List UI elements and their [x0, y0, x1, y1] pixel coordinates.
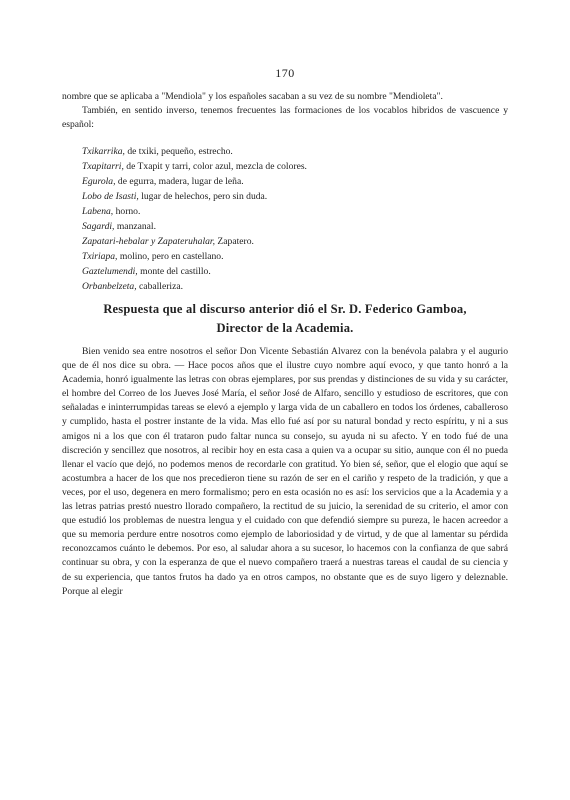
word-gloss: manzanal. [116, 221, 156, 232]
word-list-item [82, 219, 502, 234]
word-term: Lobo de Isasti, [82, 191, 139, 202]
word-term: Txiriapa, [82, 251, 118, 262]
word-list-item [82, 174, 502, 189]
section-heading-line: Respuesta que al discurso anterior dió el Sr. D. Federico Gamboa, [103, 302, 467, 316]
word-gloss: molino, pero en castellano. [119, 251, 224, 262]
intro-paragraph: También, en sentido inverso, tenemos frecuentes las formaciones de los vocablos hibridos de vascuence y español: [62, 105, 508, 130]
section-heading-line: Director de la Academia. [216, 321, 354, 335]
word-term: Labena, [82, 206, 114, 217]
word-term: Sagardi, [82, 221, 115, 232]
body-paragraph: Bien venido sea entre nosotros el señor Don Vicente Sebastián Alvarez con la benévola palabra y el augurio que de él nos dice su obra. — Hace pocos años que el ilustre cuyo nombre aquí evoco, y que tanto honró a la Academia, honró igualmente las letras con obras ejemplares, por sus prendas y distinciones de su vida y su carácter, el hombre del Correo de los Jueves José María, el señor José de Alfaro, sencillo y estudioso de escritores, que con señaladas e ininterrumpidas tareas se elevó a ejemplo y larga vida de un caballero en todos los órdenes, caballeroso y cumplido, hasta el postrer instante de la vida. Mas ello fué así por su natural bondad y recto espíritu, y ni a sus amigos ni a los que con él trataron pudo faltar nunca su consejo, su ayuda ni su afecto. Y en todo fué de una discreción y sencillez que nosotros, al recibir hoy en esta casa a quien va a ocupar su sitio, aunque con él no pueda llenar el vacío que dejó, no podemos menos de recordarle con gratitud. Yo bien sé, señor, que el elogio que aquí se acostumbra a hacer de los que nos precedieron tiene su razón de ser en el cariño y respeto de la tradición, y que a veces, por el uso, degenera en mero formalismo; pero en esta ocasión no es así: los servicios que a la Academia y a las letras patrias prestó nuestro llorado compañero, la rectitud de su juicio, la serenidad de su criterio, el amor con que estudió los problemas de nuestra lengua y el cuidado con que defendió siempre su pureza, le hacen acreedor a que su memoria perdure entre nosotros como ejemplo de laboriosidad y de virtud, y de que al lamentar su pérdida reconozcamos cuánto le debemos. Por eso, al saludar ahora a su sucesor, lo hacemos con la confianza de que sabrá continuar su obra, y con la esperanza de que el nuevo compañero traerá a nuestras tareas el caudal de su ciencia y de su experiencia, que tantos frutos ha dado ya en otros campos, no obstante que es de suyo ligero y deleznable. Porque al elegir [62, 346, 508, 597]
section-heading [62, 300, 508, 338]
word-list [82, 144, 502, 294]
word-list-item [82, 144, 502, 159]
word-gloss: horno. [115, 206, 141, 217]
word-list-item [82, 279, 502, 294]
word-list-item [82, 189, 502, 204]
word-gloss: monte del castillo. [140, 266, 211, 277]
word-list-item [82, 234, 502, 249]
word-term: Txikarrika, [82, 146, 125, 157]
word-gloss: lugar de helechos, pero sin duda. [141, 191, 268, 202]
word-gloss: de egurra, madera, lugar de leña. [117, 176, 244, 187]
word-list-item [82, 204, 502, 219]
word-term: Txapitarri, [82, 161, 124, 172]
intro-section [62, 90, 508, 132]
word-term: Zapatari-hebalar y Zapateruhalar, [82, 236, 215, 247]
word-term: Orbanbelzeta, [82, 281, 137, 292]
page-number: 170 [275, 66, 295, 80]
word-term: Egurola, [82, 176, 116, 187]
intro-line: nombre que se aplicaba a "Mendiola" y los españoles sacaban a su vez de su nombre "Mendioleta". [62, 91, 443, 102]
word-list-item [82, 249, 502, 264]
word-list-item [82, 159, 502, 174]
word-gloss: de txiki, pequeño, estrecho. [127, 146, 233, 157]
word-list-item [82, 264, 502, 279]
word-term: Gaztelumendi, [82, 266, 138, 277]
word-gloss: de Txapit y tarri, color azul, mezcla de colores. [126, 161, 307, 172]
word-gloss: Zapatero. [217, 236, 254, 247]
word-gloss: caballeriza. [139, 281, 183, 292]
